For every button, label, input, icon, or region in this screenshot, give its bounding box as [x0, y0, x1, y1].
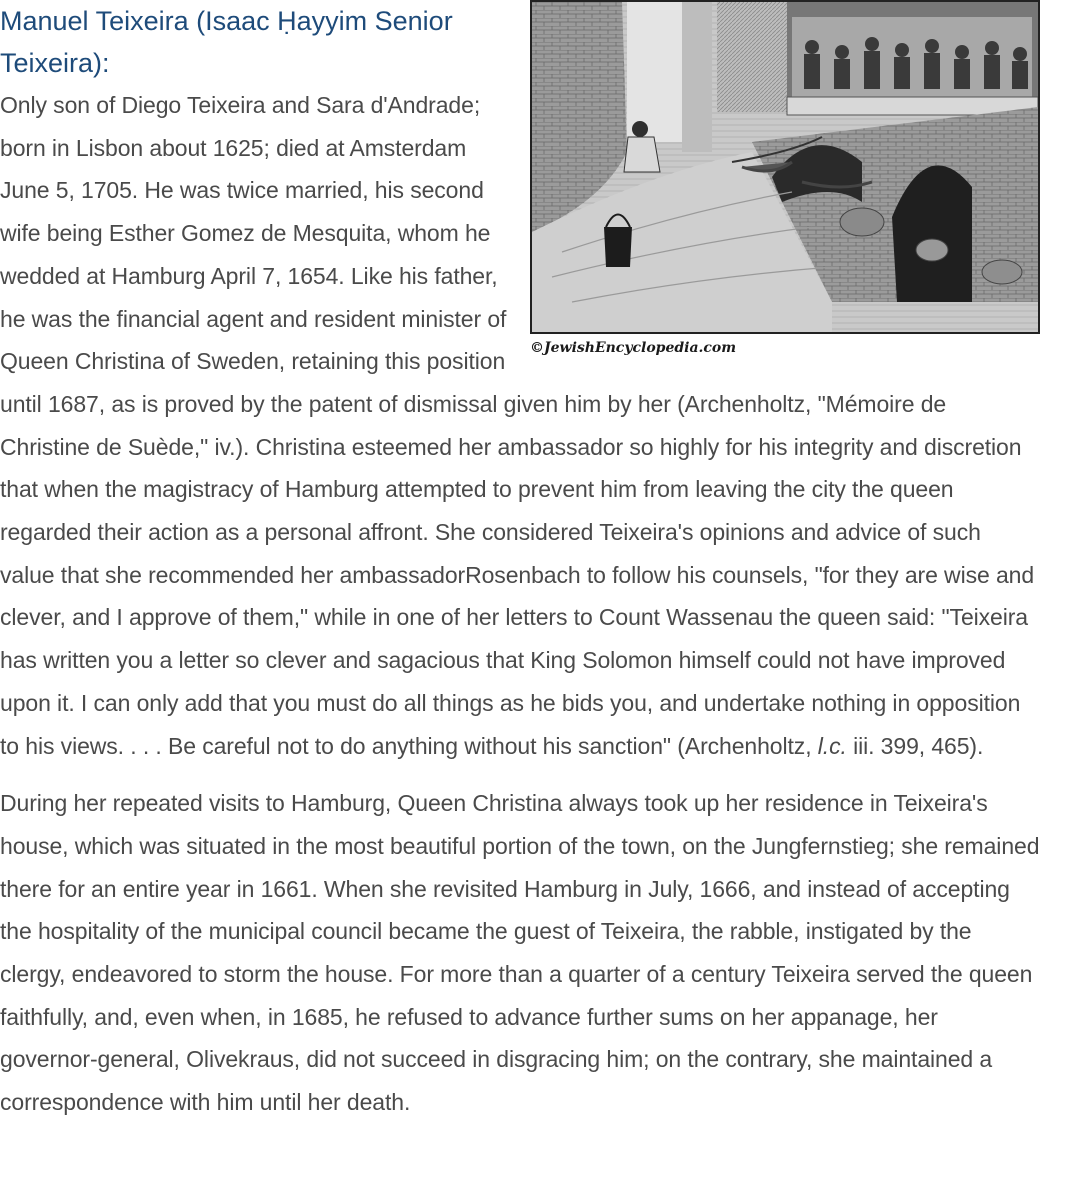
paragraph-1-text-a: Only son of Diego Teixeira and Sara d'Andrade; born in Lisbon about 1625; died at Amsterdam June 5, 1705. He was twice married, his second wife being Esther Gomez de Mesquita, whom he wedded at Hamburg April 7, 1654. Like his father, he was the financial agent and resident minister of Queen Christina of Sweden, retaining this position until 1687, as is proved by the patent of dismissal given him by her (Archenholtz, "Mémoire de Christine de Suède," iv.). Christina esteemed her ambassador so highly for his integrity and discretion that when the magistracy of Hamburg attempted to prevent him from leaving the city the queen regarded their action as a personal affront. She considered Teixeira's opinions and advice of such value that she recommended her ambassadorRosenbach to follow his counsels, "for they are wise and clever, and I approve of them," while in one of her letters to Count Wassenau the queen said: "Teixeira has written you a letter so clever and sagacious that King Solomon himself could not have improved upon it. I can only add that you must do all things as he bids you, and undertake nothing in opposition to his views. . . . Be careful not to do anything without his sanction" (Archenholtz,	[0, 92, 1035, 759]
paragraph-2: During her repeated visits to Hamburg, Queen Christina always took up her residence in Teixeira's house, which was situated in the most beautiful portion of the town, on the Jungfernstieg; she remained there for an entire year in 1661. When she revisited Hamburg in July, 1666, and instead of accepting the hospitality of the municipal council became the guest of Teixeira, the rabble, instigated by the clergy, endeavored to storm the house. For more than a quarter of a century Teixeira served the queen faithfully, and, even when, in 1685, he refused to advance further sums on her appanage, her governor-general, Olivekraus, did not succeed in disgracing him; on the contrary, she maintained a correspondence with him until her death.	[0, 790, 1040, 1116]
paragraph-1-text-b: iii. 399, 465).	[846, 732, 984, 759]
image-credit: ©JewishEncyclopedia.com	[530, 340, 737, 356]
article-title: Manuel Teixeira (Isaac Ḥayyim Senior Teixeira):	[0, 6, 453, 78]
illustration-figure	[530, 0, 1040, 356]
citation-lc: l.c.	[817, 732, 847, 759]
engraving-image	[530, 0, 1040, 334]
